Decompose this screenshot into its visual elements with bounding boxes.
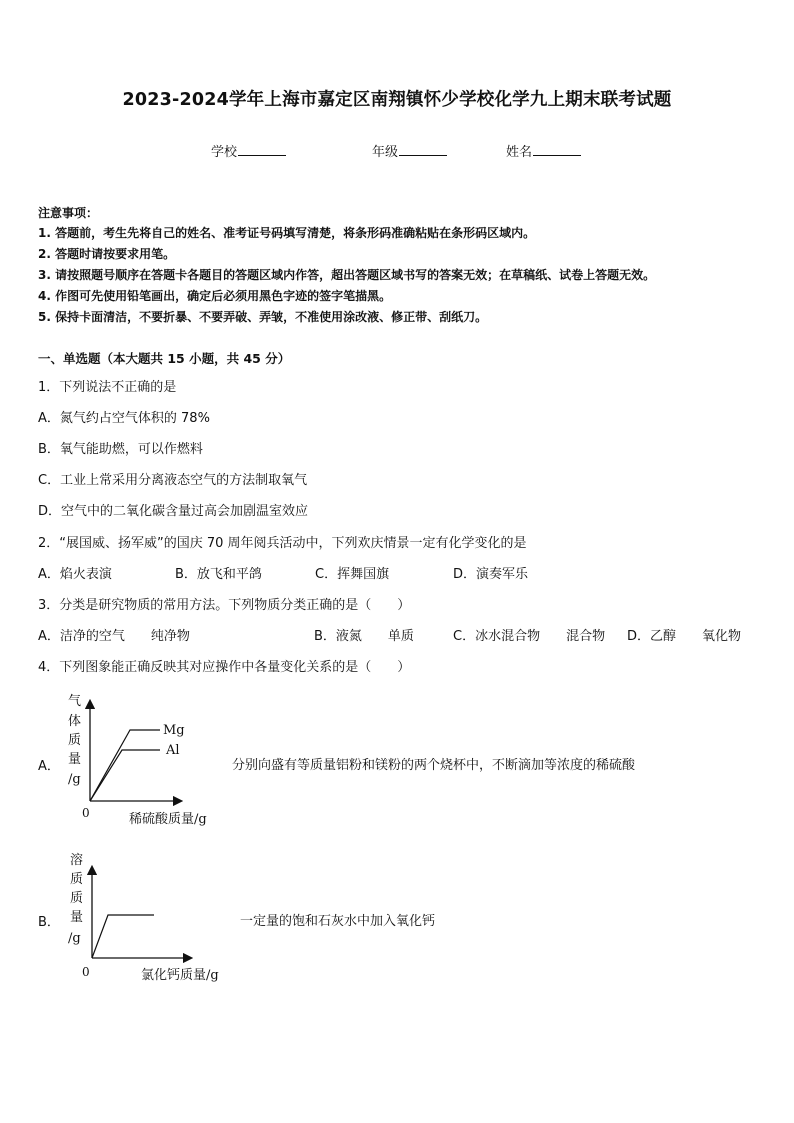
option-d: D．演奏军乐 — [453, 567, 529, 582]
school-field — [211, 141, 286, 160]
y-axis-label-char: 体 — [68, 714, 82, 729]
section-heading: 一、单选题（本大题共 15 小题，共 45 分） — [38, 351, 291, 366]
option-b: B．液氮 单质 — [314, 629, 414, 644]
option-d: D．乙醇 氧化物 — [627, 629, 742, 644]
y-axis-label-char: /g — [68, 931, 81, 946]
option-b-label: B． — [38, 915, 60, 930]
series-line-mg — [90, 730, 160, 801]
question-stem: 2．“展国威、扬军威”的国庆 70 周年阅兵活动中，下列欢庆情景一定有化学变化的是 — [38, 536, 527, 551]
grade-label: 年级 — [372, 145, 399, 160]
notice-item: 1. 答题前，考生先将自己的姓名、准考证号码填写清楚，将条形码准确粘贴在条形码区域内。 — [38, 226, 536, 240]
option-a: A．焰火表演 — [38, 567, 112, 582]
origin-label: 0 — [82, 806, 90, 820]
name-field — [506, 141, 581, 160]
series-line — [92, 915, 154, 958]
option-b-description: 一定量的饱和石灰水中加入氧化钙 — [240, 914, 436, 929]
option-c: C．冰水混合物 混合物 — [453, 629, 606, 644]
question-stem: 3．分类是研究物质的常用方法。下列物质分类正确的是（ ） — [38, 598, 411, 613]
option-d: D．空气中的二氧化碳含量过高会加剧温室效应 — [38, 504, 309, 519]
y-axis-label-char: 质 — [70, 891, 84, 906]
option-a: A．氮气约占空气体积的 78% — [38, 411, 210, 426]
grade-blank — [399, 143, 447, 156]
option-c: C．挥舞国旗 — [315, 567, 390, 582]
question-stem: 4．下列图象能正确反映其对应操作中各量变化关系的是（ ） — [38, 660, 411, 675]
page-title: 2023-2024学年上海市嘉定区南翔镇怀少学校化学九上期末联考试题 — [122, 90, 672, 110]
grade-field — [372, 141, 447, 160]
origin-label: 0 — [82, 965, 90, 979]
y-axis-label-char: 气 — [68, 694, 82, 709]
series-label-al: Al — [166, 743, 180, 758]
school-blank — [238, 143, 286, 156]
y-axis-label-char: /g — [68, 772, 81, 787]
option-a: A．洁净的空气 纯净物 — [38, 629, 190, 644]
series-line-al — [90, 750, 160, 801]
option-c: C．工业上常采用分离液态空气的方法制取氧气 — [38, 473, 308, 488]
notice-heading: 注意事项： — [38, 206, 99, 220]
notice-item: 4. 作图可先使用铅笔画出，确定后必须用黑色字迹的签字笔描黑。 — [38, 289, 392, 303]
x-axis-label: 稀硫酸质量/g — [129, 812, 207, 827]
name-blank — [533, 143, 581, 156]
notice-item: 2. 答题时请按要求用笔。 — [38, 247, 176, 261]
name-label: 姓名 — [506, 145, 533, 160]
school-label: 学校 — [211, 145, 238, 160]
question-stem: 1．下列说法不正确的是 — [38, 380, 177, 395]
y-axis-label-char: 质 — [70, 872, 84, 887]
y-axis-label-char: 溶 — [70, 853, 84, 868]
notice-item: 5. 保持卡面清洁，不要折暴、不要弄破、弄皱，不准使用涂改液、修正带、刮纸刀。 — [38, 310, 488, 324]
x-axis-label: 氯化钙质量/g — [141, 968, 219, 983]
series-label-mg: Mg — [163, 723, 185, 738]
y-axis-label-char: 量 — [68, 752, 82, 767]
option-b: B．放飞和平鸽 — [175, 567, 262, 582]
option-a-label: A． — [38, 759, 60, 774]
option-a-description: 分别向盛有等质量铝粉和镁粉的两个烧杯中，不断滴加等浓度的稀硫酸 — [232, 758, 636, 773]
y-axis-label-char: 量 — [70, 910, 84, 925]
notice-item: 3. 请按照题号顺序在答题卡各题目的答题区域内作答，超出答题区域书写的答案无效；在草稿纸、试卷上答题无效。 — [38, 268, 656, 282]
y-axis-label-char: 质 — [68, 733, 82, 748]
option-b: B．氧气能助燃，可以作燃料 — [38, 442, 203, 457]
